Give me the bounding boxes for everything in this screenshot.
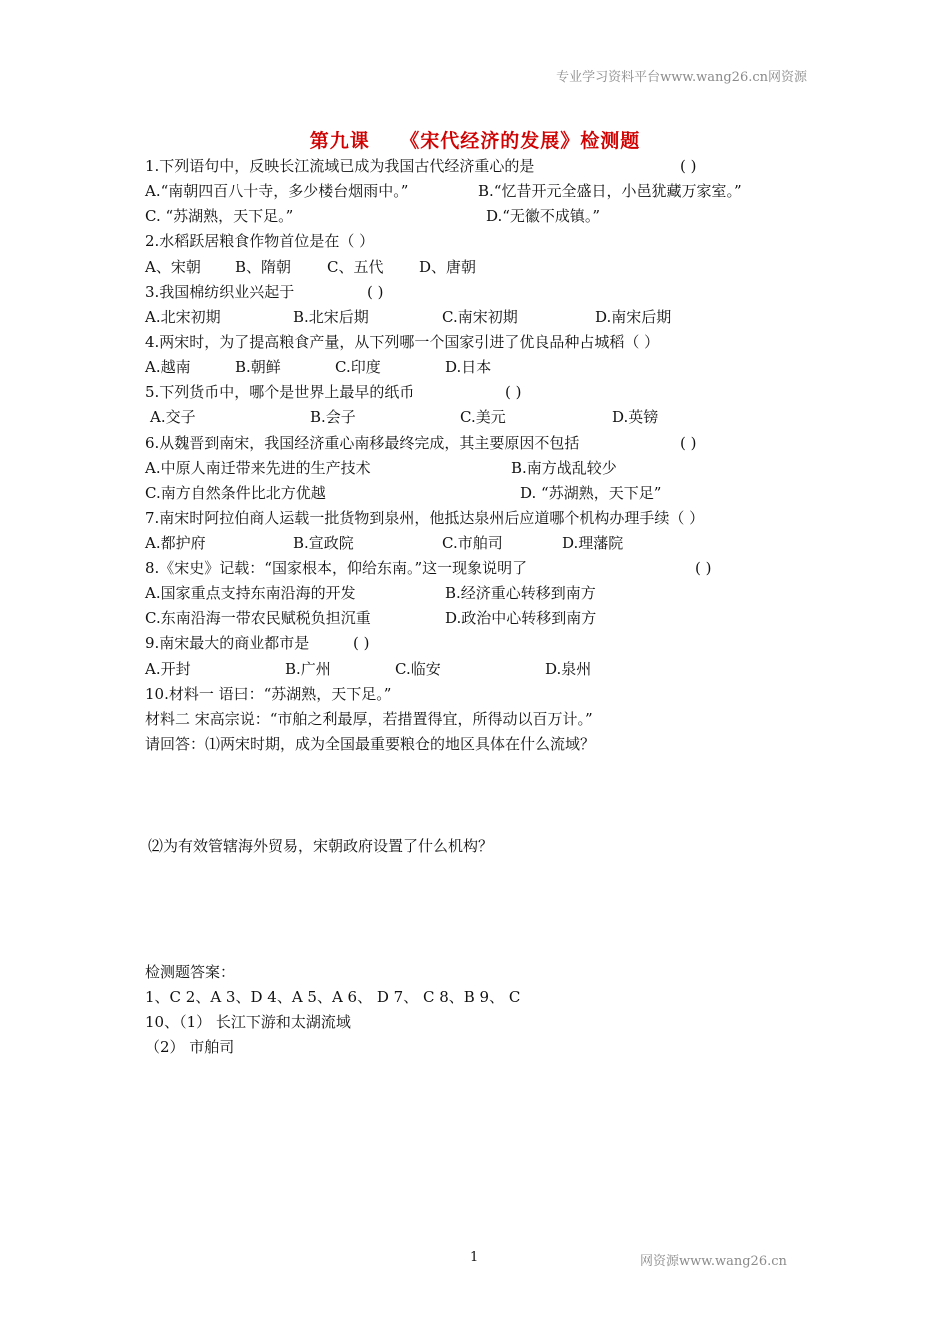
option-a: A.交子 xyxy=(150,408,196,426)
option-d: D.日本 xyxy=(445,358,492,376)
question-10-material-1: 10.材料一 语曰：“苏湖熟，天下足。” xyxy=(145,685,392,703)
answers-line-1: 1、C 2、A 3、D 4、A 5、A 6、 D 7、 C 8、B 9、 C xyxy=(145,988,521,1006)
footer-watermark: 网资源www.wang26.cn xyxy=(640,1254,787,1269)
option-b: B.经济重心转移到南方 xyxy=(445,584,596,602)
option-c: C.东南沿海一带农民赋税负担沉重 xyxy=(145,609,371,627)
option-b: B.宣政院 xyxy=(293,534,354,552)
page-title: 第九课 《宋代经济的发展》检测题 xyxy=(309,130,641,152)
question-2-options xyxy=(145,257,477,277)
option-d: D.英镑 xyxy=(612,408,659,426)
option-b: B.北宋后期 xyxy=(293,308,369,326)
question-6-options-cd xyxy=(145,483,662,503)
option-d: D.泉州 xyxy=(545,660,592,678)
option-b: B.“忆昔开元全盛日，小邑犹藏万家室。” xyxy=(478,182,742,200)
option-b: B.朝鲜 xyxy=(235,358,281,376)
question-stem: 5.下列货币中，哪个是世界上最早的纸币 xyxy=(145,383,415,401)
option-d: D.“无徽不成镇。” xyxy=(486,207,601,225)
question-stem: 3.我国棉纺织业兴起于 xyxy=(145,283,295,301)
option-c: C. “苏湖熟，天下足。” xyxy=(145,207,294,225)
question-9-options xyxy=(145,659,592,679)
option-c: C.市舶司 xyxy=(442,534,503,552)
question-5-options xyxy=(145,407,659,427)
answers-line-2: 10、（1） 长江下游和太湖流域 xyxy=(145,1013,351,1031)
answer-paren: ( ) xyxy=(695,559,712,577)
question-4 xyxy=(145,332,659,352)
option-a: A.中原人南迁带来先进的生产技术 xyxy=(145,459,371,477)
answer-paren: ( ) xyxy=(680,434,697,452)
option-c: C.印度 xyxy=(335,358,381,376)
question-8 xyxy=(145,558,712,578)
answer-paren: ( ) xyxy=(353,634,370,652)
option-d: D. “苏湖熟，天下足” xyxy=(520,484,662,502)
option-b: B、隋朝 xyxy=(235,258,292,276)
answer-paren: ( ) xyxy=(680,157,697,175)
answer-paren: ( ) xyxy=(505,383,522,401)
answers-line-3: （2） 市舶司 xyxy=(145,1038,235,1056)
question-9 xyxy=(145,633,370,653)
option-a: A.开封 xyxy=(145,660,191,678)
question-1-options-cd xyxy=(145,206,601,226)
option-d: D、唐朝 xyxy=(419,258,477,276)
question-8-options-cd xyxy=(145,608,597,628)
option-c: C.南方自然条件比北方优越 xyxy=(145,484,326,502)
question-4-options xyxy=(145,357,492,377)
option-b: B.南方战乱较少 xyxy=(511,459,617,477)
question-2 xyxy=(145,231,374,251)
question-6 xyxy=(145,433,697,453)
option-c: C.临安 xyxy=(395,660,441,678)
question-stem: 1.下列语句中，反映长江流域已成为我国古代经济重心的是 xyxy=(145,157,535,175)
question-stem: 2.水稻跃居粮食作物首位是在（ ） xyxy=(145,232,375,250)
option-b: B.会子 xyxy=(310,408,356,426)
option-c: C.美元 xyxy=(460,408,506,426)
question-3 xyxy=(145,282,384,302)
answers-heading: 检测题答案： xyxy=(145,963,236,981)
option-a: A.北宋初期 xyxy=(145,308,221,326)
question-10-ask-2: ⑵为有效管辖海外贸易，宋朝政府设置了什么机构？ xyxy=(148,837,494,855)
question-stem: 8.《宋史》记载：“国家根本，仰给东南。”这一现象说明了 xyxy=(145,559,528,577)
question-3-options xyxy=(145,307,672,327)
question-1-options-ab xyxy=(145,181,742,201)
option-d: D.理藩院 xyxy=(562,534,624,552)
question-5 xyxy=(145,382,522,402)
page-number: 1 xyxy=(470,1250,479,1265)
answer-paren: ( ) xyxy=(367,283,384,301)
question-stem: 7.南宋时阿拉伯商人运载一批货物到泉州，他抵达泉州后应道哪个机构办理手续（ ） xyxy=(145,509,705,527)
option-c: C、五代 xyxy=(327,258,384,276)
header-watermark: 专业学习资料平台www.wang26.cn网资源 xyxy=(556,70,807,85)
option-d: D.南宋后期 xyxy=(595,308,672,326)
option-a: A.“南朝四百八十寺，多少楼台烟雨中。” xyxy=(145,182,409,200)
question-7 xyxy=(145,508,704,528)
option-a: A.越南 xyxy=(145,358,191,376)
question-stem: 6.从魏晋到南宋，我国经济重心南移最终完成，其主要原因不包括 xyxy=(145,434,580,452)
question-1 xyxy=(145,156,697,176)
question-10-material-2: 材料二 宋高宗说：“市舶之利最厚，若措置得宜，所得动以百万计。” xyxy=(145,710,593,728)
question-8-options-ab xyxy=(145,583,596,603)
question-stem: 9.南宋最大的商业都市是 xyxy=(145,634,310,652)
option-a: A.国家重点支持东南沿海的开发 xyxy=(145,584,356,602)
option-a: A.都护府 xyxy=(145,534,206,552)
question-7-options xyxy=(145,533,624,553)
question-6-options-ab xyxy=(145,458,617,478)
option-d: D.政治中心转移到南方 xyxy=(445,609,597,627)
option-a: A、宋朝 xyxy=(145,258,201,276)
option-c: C.南宋初期 xyxy=(442,308,518,326)
option-b: B.广州 xyxy=(285,660,331,678)
question-10-ask-1: 请回答：⑴两宋时期，成为全国最重要粮仓的地区具体在什么流域？ xyxy=(145,735,596,753)
question-stem: 4.两宋时，为了提高粮食产量，从下列哪一个国家引进了优良品种占城稻（ ） xyxy=(145,333,660,351)
